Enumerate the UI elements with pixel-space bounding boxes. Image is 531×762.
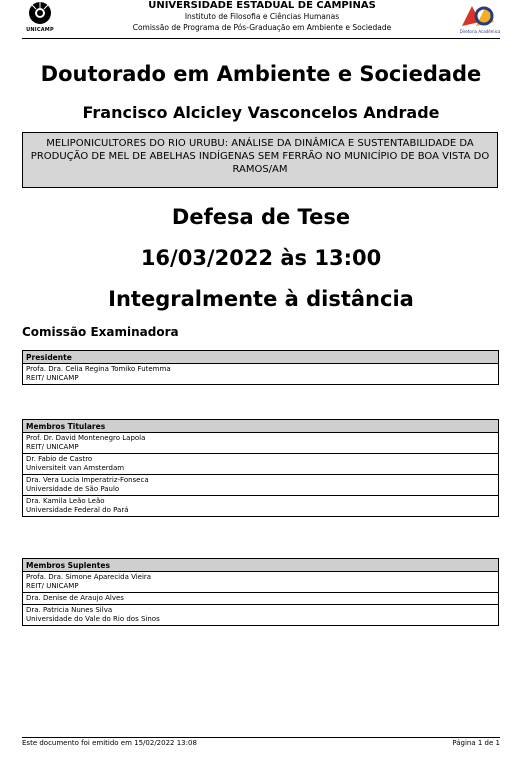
suplentes-header: Membros Suplentes — [23, 559, 499, 572]
student-name: Francisco Alcicley Vasconcelos Andrade — [82, 103, 440, 122]
table-row — [23, 475, 499, 496]
member-institution: Universidade de São Paulo — [26, 485, 120, 493]
document-header — [22, 0, 502, 38]
unicamp-emblem-icon — [28, 1, 52, 25]
header-divider — [22, 38, 500, 39]
event-location: Integralmente à distância — [108, 287, 414, 311]
member-name: Dra. Denise de Araujo Alves — [26, 594, 124, 602]
president-table — [22, 350, 499, 385]
suplentes-table — [22, 558, 499, 626]
table-row — [23, 605, 499, 626]
titulares-header: Membros Titulares — [23, 420, 499, 433]
titulares-table — [22, 419, 499, 517]
member-institution: REIT/ UNICAMP — [26, 374, 79, 382]
member-name: Prof. Dr. David Montenegro Lapola — [26, 434, 146, 442]
institute-name: Instituto de Filosofia e Ciências Humanas — [184, 12, 340, 21]
table-row — [23, 454, 499, 475]
dac-logo — [458, 2, 502, 36]
member-name: Profa. Dra. Simone Aparecida Vieira — [26, 573, 152, 581]
dac-emblem-icon — [458, 2, 502, 30]
program-title: Doutorado em Ambiente e Sociedade — [40, 62, 482, 86]
member-name: Dr. Fabio de Castro — [26, 455, 93, 463]
event-datetime: 16/03/2022 às 13:00 — [140, 246, 382, 270]
thesis-title: MELIPONICULTORES DO RIO URUBU: ANÁLISE DA DINÂMICA E SUSTENTABILIDADE DA PRODUÇÃO DE MEL DE ABELHAS INDÍGENAS SEM FERRÃO NO MUNICÍPIO DE BOA VISTA DO RAMOS/AM — [22, 132, 498, 188]
member-institution: Universiteit van Amsterdam — [26, 464, 125, 472]
member-institution: REIT/ UNICAMP — [26, 443, 79, 451]
page-number: Página 1 de 1 — [452, 739, 500, 747]
issued-timestamp: Este documento foi emitido em 15/02/2022 13:08 — [22, 739, 197, 747]
unicamp-logo — [22, 0, 58, 36]
unicamp-logo-label: UNICAMP — [26, 27, 54, 33]
member-name: Dra. Kamila Leão Leão — [26, 497, 105, 505]
dac-logo-label: Diretoria Acadêmica — [459, 29, 501, 34]
member-institution: Universidade Federal do Pará — [26, 506, 129, 514]
footer-divider — [22, 737, 500, 738]
table-row — [23, 572, 499, 593]
member-name: Profa. Dra. Celia Regina Tomiko Futemma — [26, 365, 171, 373]
table-row — [23, 364, 499, 385]
table-row — [23, 496, 499, 517]
committee-name: Comissão de Programa de Pós-Graduação em Ambiente e Sociedade — [132, 23, 392, 32]
event-type: Defesa de Tese — [171, 205, 351, 229]
member-institution: REIT/ UNICAMP — [26, 582, 79, 590]
member-institution: Universidade do Vale do Rio dos Sinos — [26, 615, 160, 623]
header-text — [62, 0, 462, 33]
commission-heading: Comissão Examinadora — [22, 325, 179, 339]
university-name: UNIVERSIDADE ESTADUAL DE CAMPINAS — [148, 0, 376, 11]
president-header: Presidente — [23, 351, 499, 364]
member-name: Dra. Patricia Nunes Silva — [26, 606, 113, 614]
table-row — [23, 593, 499, 605]
table-row — [23, 433, 499, 454]
member-name: Dra. Vera Lucia Imperatriz-Fonseca — [26, 476, 149, 484]
